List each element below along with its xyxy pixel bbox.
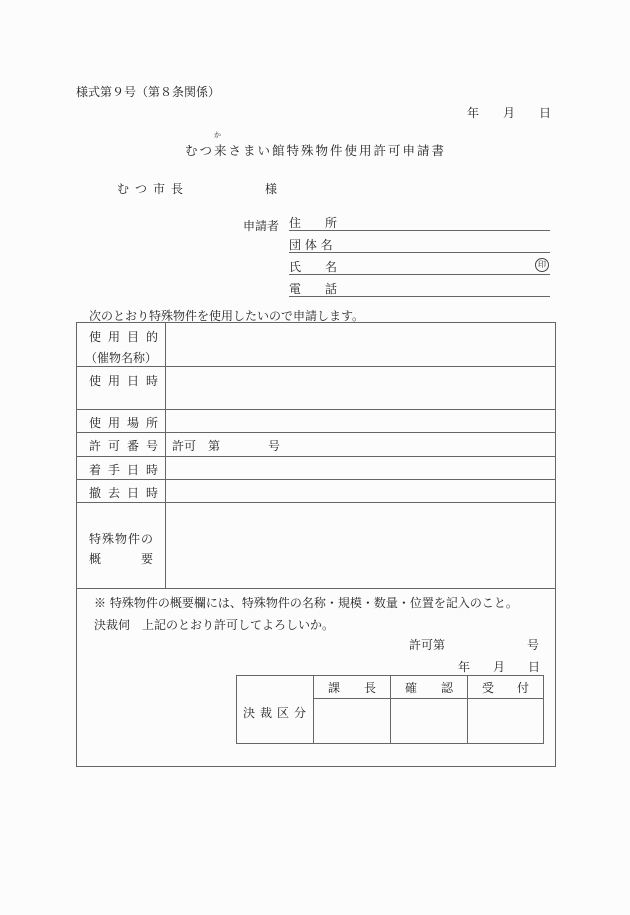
title-ruby: か [214,131,221,139]
row-label-text: 撤去日時 [89,486,166,500]
removal-datetime-input[interactable] [172,484,542,498]
date-year: 年 [467,106,480,120]
datetime-input[interactable] [172,373,542,403]
approval-table [236,675,544,744]
table-row-removal [77,480,555,503]
organization-field[interactable] [289,236,550,253]
header-char: 課 [328,681,341,695]
table-row-start [77,457,555,480]
row-label-text: 特殊物件の [89,532,155,546]
address-label: 住 所 [289,216,338,230]
decision-text: 決裁伺 上記のとおり許可してよろしいか。 [94,618,335,632]
applicant-label: 申請者 [243,219,280,233]
permit-number-line [409,636,539,653]
intro-text: 次のとおり特殊物件を使用したいので申請します。 [89,309,365,323]
phone-field[interactable] [289,280,550,297]
overview-input[interactable] [172,509,542,579]
row-label-text: 使用場所 [89,416,166,430]
permit-suffix: 号 [526,638,539,652]
row-label [77,480,166,502]
addressee: むつ市長 [117,182,190,196]
honorific: 様 [265,182,278,196]
purpose-input[interactable] [172,329,542,359]
phone-label: 電 話 [289,282,338,296]
table-row-purpose [77,323,555,367]
name-label: 氏 名 [289,260,338,274]
decision-date [458,658,540,675]
note-text: ※ 特殊物件の概要欄には、特殊物件の名称・規模・数量・位置を記入のこと。 [94,596,518,610]
table-row-overview [77,503,555,589]
start-datetime-input[interactable] [172,461,542,475]
location-input[interactable] [172,414,542,428]
address-field[interactable] [289,214,550,231]
header-char: 付 [516,681,529,695]
table-row-location [77,410,555,433]
row-label-text: 許可番号 [89,439,166,453]
header-char: 認 [440,681,453,695]
date-day: 日 [538,106,551,120]
row-label-text: 着手日時 [89,463,166,477]
document-title: むつ来さまい館特殊物件使用許可申請書 [185,143,447,158]
permit-number-value[interactable]: 許可 第 号 [172,439,281,453]
date-month: 月 [502,106,515,120]
row-label-subtext: 概 要 [89,552,155,566]
row-label-subtext: （催物名称） [85,351,158,365]
row-label [77,457,166,479]
table-row-datetime [77,367,555,410]
form-number: 様式第９号（第８条関係） [76,85,221,99]
date-year: 年 [458,660,471,674]
row-label [77,410,166,432]
permit-prefix: 許可第 [409,638,446,652]
row-label-text: 使用日時 [89,374,166,388]
row-label-text: 使用目的 [89,330,166,344]
approval-label-cell [237,676,314,743]
row-label [77,367,166,409]
approval-col-reception[interactable] [468,676,543,743]
header-char: 確 [405,681,418,695]
row-label [77,323,166,366]
table-row-permit-number [77,433,555,457]
date-day: 日 [527,660,540,674]
approval-col-confirmation[interactable] [391,676,468,743]
approval-header [314,676,390,699]
header-char: 受 [482,681,495,695]
approval-header [391,676,467,699]
approval-label: 決裁区分 [243,706,312,720]
application-date [467,104,551,121]
header-char: 長 [363,681,376,695]
row-label [77,503,166,588]
row-label [77,433,166,456]
approval-header [468,676,543,699]
organization-label: 団 体 名 [289,238,333,252]
date-month: 月 [492,660,505,674]
seal-icon: 印 [535,258,549,272]
approval-col-section-chief[interactable] [314,676,391,743]
name-field[interactable] [289,258,550,275]
